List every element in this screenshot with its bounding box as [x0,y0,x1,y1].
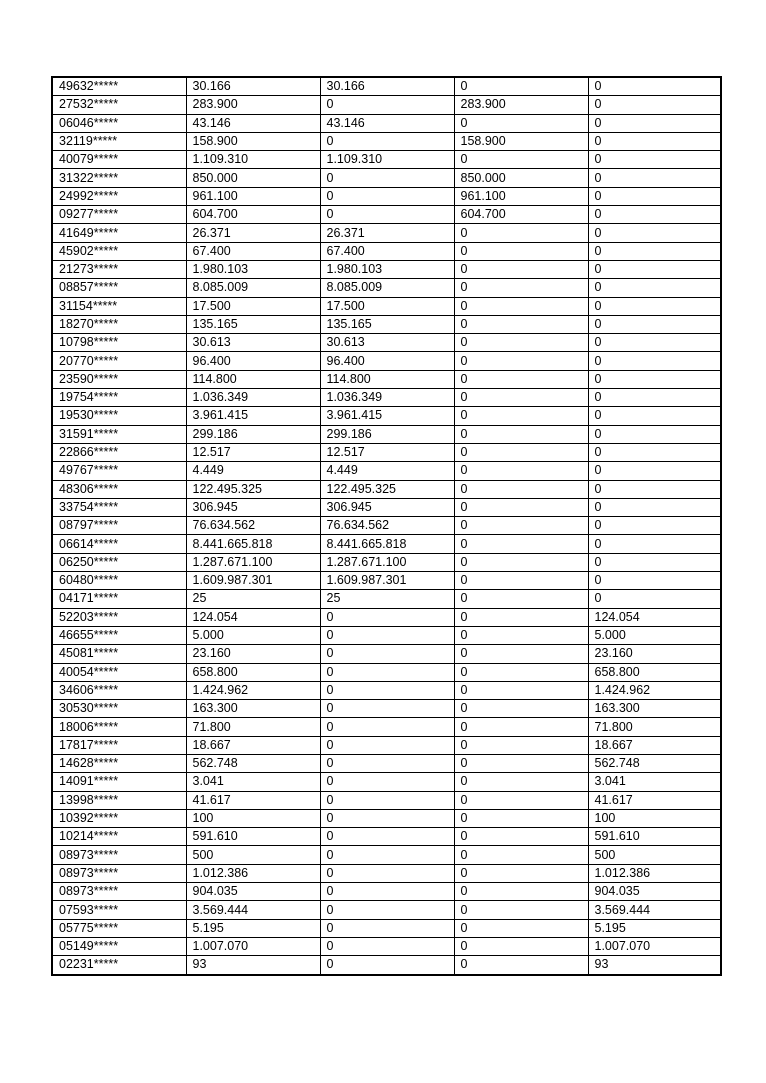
column-2-cell: 8.441.665.818 [320,535,454,553]
column-2-cell: 8.085.009 [320,279,454,297]
column-3-cell: 0 [454,608,588,626]
table-row [52,883,721,901]
table-row [52,132,721,150]
table-row [52,407,721,425]
total-cell: 961.100 [186,187,320,205]
column-4-cell: 1.424.962 [588,681,721,699]
column-3-cell: 0 [454,242,588,260]
table-row [52,187,721,205]
total-cell: 30.166 [186,77,320,96]
column-2-cell: 0 [320,773,454,791]
total-cell: 71.800 [186,718,320,736]
id-cell: 49767***** [52,462,186,480]
table-row [52,791,721,809]
column-4-cell: 0 [588,224,721,242]
column-2-cell: 1.609.987.301 [320,572,454,590]
total-cell: 163.300 [186,700,320,718]
table-row [52,700,721,718]
table-row [52,169,721,187]
table-row [52,590,721,608]
column-4-cell: 0 [588,132,721,150]
column-2-cell: 0 [320,809,454,827]
column-3-cell: 0 [454,517,588,535]
id-cell: 05149***** [52,937,186,955]
id-cell: 08973***** [52,864,186,882]
column-4-cell: 0 [588,206,721,224]
column-4-cell: 0 [588,297,721,315]
table-row [52,370,721,388]
column-4-cell: 0 [588,498,721,516]
id-cell: 10392***** [52,809,186,827]
id-cell: 07593***** [52,901,186,919]
column-2-cell: 0 [320,700,454,718]
total-cell: 76.634.562 [186,517,320,535]
id-cell: 49632***** [52,77,186,96]
table-row [52,809,721,827]
table-row [52,462,721,480]
column-2-cell: 114.800 [320,370,454,388]
column-3-cell: 0 [454,389,588,407]
column-2-cell: 0 [320,864,454,882]
column-4-cell: 591.610 [588,828,721,846]
column-2-cell: 122.495.325 [320,480,454,498]
table-row [52,919,721,937]
total-cell: 500 [186,846,320,864]
column-2-cell: 0 [320,901,454,919]
column-3-cell: 0 [454,901,588,919]
table-row [52,901,721,919]
column-2-cell: 0 [320,645,454,663]
table-row [52,937,721,955]
total-cell: 1.036.349 [186,389,320,407]
table-row [52,297,721,315]
column-3-cell: 0 [454,754,588,772]
column-3-cell: 0 [454,425,588,443]
id-cell: 19754***** [52,389,186,407]
column-3-cell: 0 [454,663,588,681]
column-4-cell: 0 [588,77,721,96]
column-2-cell: 0 [320,608,454,626]
column-2-cell: 0 [320,937,454,955]
column-4-cell: 18.667 [588,736,721,754]
column-3-cell: 0 [454,626,588,644]
column-4-cell: 0 [588,553,721,571]
total-cell: 93 [186,956,320,975]
id-cell: 18270***** [52,315,186,333]
column-4-cell: 904.035 [588,883,721,901]
table-row [52,480,721,498]
column-2-cell: 43.146 [320,114,454,132]
column-3-cell: 0 [454,352,588,370]
column-4-cell: 0 [588,187,721,205]
column-3-cell: 0 [454,279,588,297]
column-4-cell: 124.054 [588,608,721,626]
column-4-cell: 0 [588,425,721,443]
column-3-cell: 0 [454,864,588,882]
total-cell: 12.517 [186,443,320,461]
column-4-cell: 0 [588,517,721,535]
column-3-cell: 0 [454,883,588,901]
column-2-cell: 0 [320,754,454,772]
table-row [52,389,721,407]
id-cell: 10214***** [52,828,186,846]
table-row [52,206,721,224]
column-2-cell: 25 [320,590,454,608]
table-row [52,498,721,516]
column-4-cell: 0 [588,315,721,333]
table-row [52,956,721,975]
total-cell: 1.980.103 [186,260,320,278]
column-3-cell: 0 [454,334,588,352]
column-2-cell: 0 [320,187,454,205]
column-2-cell: 0 [320,919,454,937]
column-4-cell: 0 [588,279,721,297]
id-cell: 09277***** [52,206,186,224]
column-4-cell: 0 [588,151,721,169]
id-cell: 06250***** [52,553,186,571]
table-row [52,846,721,864]
total-cell: 4.449 [186,462,320,480]
id-cell: 18006***** [52,718,186,736]
column-2-cell: 0 [320,626,454,644]
column-3-cell: 0 [454,443,588,461]
table-row [52,242,721,260]
total-cell: 3.569.444 [186,901,320,919]
column-3-cell: 604.700 [454,206,588,224]
column-2-cell: 30.166 [320,77,454,96]
table-row [52,260,721,278]
column-3-cell: 0 [454,828,588,846]
table-row [52,681,721,699]
column-2-cell: 0 [320,681,454,699]
column-3-cell: 0 [454,846,588,864]
total-cell: 18.667 [186,736,320,754]
column-3-cell: 0 [454,590,588,608]
total-cell: 1.609.987.301 [186,572,320,590]
column-2-cell: 0 [320,132,454,150]
table-row [52,572,721,590]
column-4-cell: 3.569.444 [588,901,721,919]
column-2-cell: 12.517 [320,443,454,461]
total-cell: 26.371 [186,224,320,242]
column-3-cell: 0 [454,572,588,590]
total-cell: 658.800 [186,663,320,681]
id-cell: 21273***** [52,260,186,278]
column-3-cell: 0 [454,480,588,498]
column-2-cell: 135.165 [320,315,454,333]
table-row [52,736,721,754]
id-cell: 17817***** [52,736,186,754]
id-cell: 08973***** [52,883,186,901]
total-cell: 23.160 [186,645,320,663]
table-row [52,443,721,461]
total-cell: 1.424.962 [186,681,320,699]
column-4-cell: 1.007.070 [588,937,721,955]
column-2-cell: 0 [320,96,454,114]
id-cell: 08857***** [52,279,186,297]
column-3-cell: 0 [454,315,588,333]
table-row [52,315,721,333]
total-cell: 122.495.325 [186,480,320,498]
column-4-cell: 0 [588,462,721,480]
total-cell: 283.900 [186,96,320,114]
column-4-cell: 0 [588,114,721,132]
id-cell: 04171***** [52,590,186,608]
column-3-cell: 0 [454,700,588,718]
total-cell: 8.441.665.818 [186,535,320,553]
total-cell: 299.186 [186,425,320,443]
column-3-cell: 0 [454,462,588,480]
id-cell: 45081***** [52,645,186,663]
column-2-cell: 306.945 [320,498,454,516]
table-row [52,718,721,736]
table-row [52,754,721,772]
column-3-cell: 0 [454,791,588,809]
table-row [52,553,721,571]
column-4-cell: 0 [588,370,721,388]
column-4-cell: 0 [588,590,721,608]
total-cell: 67.400 [186,242,320,260]
total-cell: 25 [186,590,320,608]
data-table [51,76,722,976]
id-cell: 14628***** [52,754,186,772]
id-cell: 31322***** [52,169,186,187]
column-4-cell: 0 [588,242,721,260]
total-cell: 306.945 [186,498,320,516]
id-cell: 23590***** [52,370,186,388]
column-3-cell: 0 [454,956,588,975]
id-cell: 33754***** [52,498,186,516]
total-cell: 604.700 [186,206,320,224]
column-4-cell: 0 [588,535,721,553]
table-body [52,77,721,975]
table-row [52,773,721,791]
column-4-cell: 3.041 [588,773,721,791]
column-2-cell: 30.613 [320,334,454,352]
column-2-cell: 67.400 [320,242,454,260]
table-row [52,114,721,132]
column-2-cell: 0 [320,883,454,901]
column-4-cell: 0 [588,96,721,114]
total-cell: 135.165 [186,315,320,333]
column-4-cell: 93 [588,956,721,975]
column-3-cell: 0 [454,498,588,516]
id-cell: 41649***** [52,224,186,242]
column-4-cell: 0 [588,572,721,590]
column-4-cell: 0 [588,443,721,461]
column-4-cell: 163.300 [588,700,721,718]
table-row [52,151,721,169]
column-3-cell: 0 [454,535,588,553]
total-cell: 562.748 [186,754,320,772]
column-2-cell: 3.961.415 [320,407,454,425]
column-2-cell: 0 [320,663,454,681]
table-row [52,279,721,297]
column-2-cell: 0 [320,956,454,975]
column-3-cell: 961.100 [454,187,588,205]
total-cell: 591.610 [186,828,320,846]
id-cell: 08797***** [52,517,186,535]
id-cell: 20770***** [52,352,186,370]
column-2-cell: 0 [320,736,454,754]
column-3-cell: 0 [454,114,588,132]
column-4-cell: 0 [588,169,721,187]
id-cell: 06614***** [52,535,186,553]
column-4-cell: 0 [588,389,721,407]
column-2-cell: 0 [320,846,454,864]
id-cell: 48306***** [52,480,186,498]
column-2-cell: 1.287.671.100 [320,553,454,571]
column-4-cell: 5.000 [588,626,721,644]
column-4-cell: 0 [588,352,721,370]
table-row [52,535,721,553]
column-2-cell: 0 [320,791,454,809]
id-cell: 31591***** [52,425,186,443]
total-cell: 96.400 [186,352,320,370]
total-cell: 1.109.310 [186,151,320,169]
total-cell: 41.617 [186,791,320,809]
table-row [52,864,721,882]
column-3-cell: 0 [454,736,588,754]
id-cell: 06046***** [52,114,186,132]
column-3-cell: 0 [454,718,588,736]
total-cell: 1.287.671.100 [186,553,320,571]
column-4-cell: 100 [588,809,721,827]
column-4-cell: 23.160 [588,645,721,663]
id-cell: 22866***** [52,443,186,461]
id-cell: 32119***** [52,132,186,150]
total-cell: 114.800 [186,370,320,388]
total-cell: 3.041 [186,773,320,791]
column-2-cell: 1.109.310 [320,151,454,169]
table-row [52,645,721,663]
id-cell: 45902***** [52,242,186,260]
id-cell: 46655***** [52,626,186,644]
total-cell: 158.900 [186,132,320,150]
total-cell: 17.500 [186,297,320,315]
id-cell: 40079***** [52,151,186,169]
table-row [52,828,721,846]
column-2-cell: 1.980.103 [320,260,454,278]
id-cell: 05775***** [52,919,186,937]
column-2-cell: 0 [320,718,454,736]
table-row [52,608,721,626]
table-row [52,334,721,352]
column-3-cell: 0 [454,370,588,388]
id-cell: 02231***** [52,956,186,975]
column-3-cell: 0 [454,809,588,827]
table-row [52,352,721,370]
column-2-cell: 0 [320,206,454,224]
column-3-cell: 0 [454,297,588,315]
total-cell: 43.146 [186,114,320,132]
column-2-cell: 17.500 [320,297,454,315]
table-row [52,663,721,681]
id-cell: 08973***** [52,846,186,864]
column-3-cell: 0 [454,224,588,242]
table-row [52,425,721,443]
table-row [52,626,721,644]
id-cell: 52203***** [52,608,186,626]
column-3-cell: 158.900 [454,132,588,150]
column-2-cell: 299.186 [320,425,454,443]
id-cell: 31154***** [52,297,186,315]
column-4-cell: 0 [588,407,721,425]
id-cell: 60480***** [52,572,186,590]
id-cell: 24992***** [52,187,186,205]
total-cell: 904.035 [186,883,320,901]
total-cell: 5.000 [186,626,320,644]
table-row [52,96,721,114]
column-3-cell: 0 [454,407,588,425]
total-cell: 100 [186,809,320,827]
id-cell: 14091***** [52,773,186,791]
total-cell: 1.012.386 [186,864,320,882]
id-cell: 34606***** [52,681,186,699]
table-row [52,224,721,242]
column-3-cell: 283.900 [454,96,588,114]
column-4-cell: 71.800 [588,718,721,736]
column-2-cell: 96.400 [320,352,454,370]
id-cell: 13998***** [52,791,186,809]
column-2-cell: 26.371 [320,224,454,242]
column-4-cell: 0 [588,334,721,352]
column-2-cell: 0 [320,828,454,846]
id-cell: 40054***** [52,663,186,681]
table-row [52,77,721,96]
column-4-cell: 41.617 [588,791,721,809]
column-3-cell: 0 [454,553,588,571]
id-cell: 30530***** [52,700,186,718]
column-3-cell: 0 [454,151,588,169]
id-cell: 10798***** [52,334,186,352]
total-cell: 30.613 [186,334,320,352]
table-row [52,517,721,535]
total-cell: 850.000 [186,169,320,187]
column-4-cell: 500 [588,846,721,864]
column-4-cell: 0 [588,260,721,278]
column-3-cell: 0 [454,773,588,791]
column-4-cell: 562.748 [588,754,721,772]
total-cell: 124.054 [186,608,320,626]
column-2-cell: 1.036.349 [320,389,454,407]
total-cell: 3.961.415 [186,407,320,425]
id-cell: 19530***** [52,407,186,425]
total-cell: 1.007.070 [186,937,320,955]
column-2-cell: 0 [320,169,454,187]
column-3-cell: 0 [454,645,588,663]
column-3-cell: 0 [454,919,588,937]
column-4-cell: 0 [588,480,721,498]
column-3-cell: 850.000 [454,169,588,187]
column-3-cell: 0 [454,260,588,278]
column-3-cell: 0 [454,937,588,955]
column-4-cell: 5.195 [588,919,721,937]
column-3-cell: 0 [454,681,588,699]
id-cell: 27532***** [52,96,186,114]
total-cell: 8.085.009 [186,279,320,297]
column-2-cell: 76.634.562 [320,517,454,535]
column-3-cell: 0 [454,77,588,96]
total-cell: 5.195 [186,919,320,937]
column-4-cell: 658.800 [588,663,721,681]
column-4-cell: 1.012.386 [588,864,721,882]
column-2-cell: 4.449 [320,462,454,480]
